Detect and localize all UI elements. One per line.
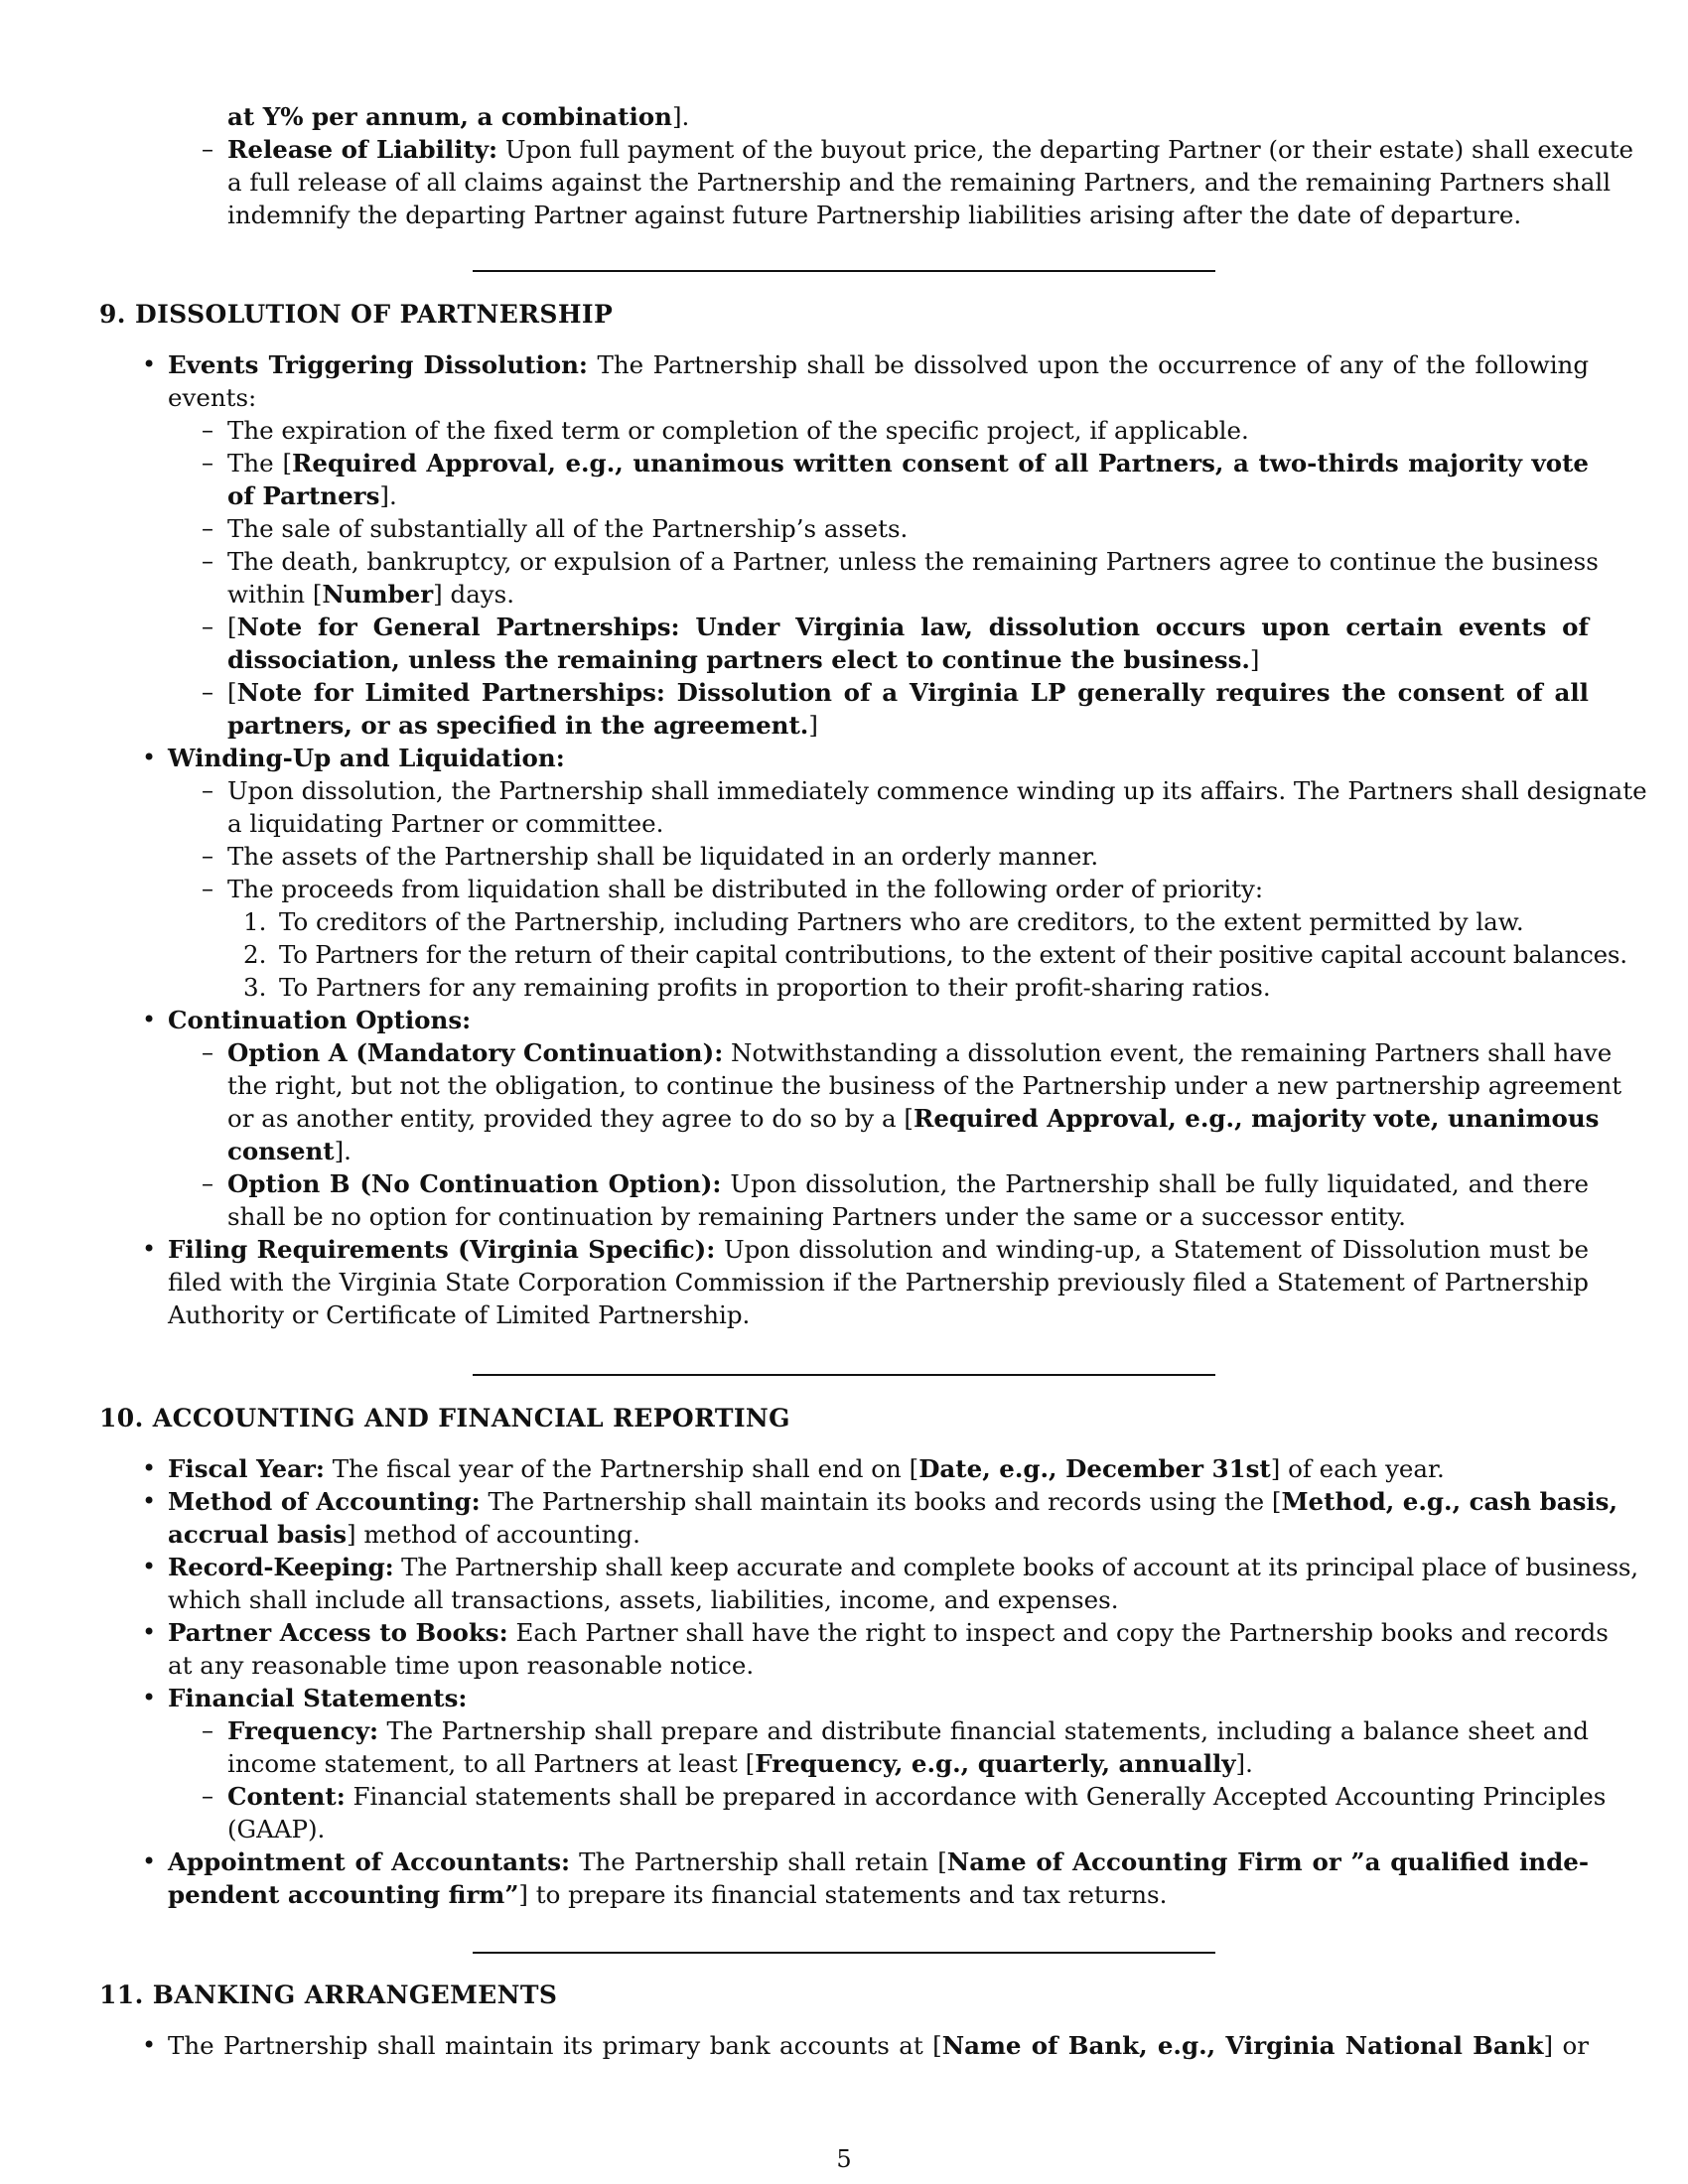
appointment-of-accountants-cont: pendent accounting firm”] to prepare its financial statements and tax returns.	[168, 1880, 1168, 1909]
dash-marker: –	[202, 135, 213, 163]
note-general-partnerships-cont: dissociation, unless the remaining partners elect to continue the business.]	[227, 645, 1260, 674]
release-of-liability-line-1: Release of Liability: Upon full payment of the buyout price, the departing Partner (or their estate) shall execute	[227, 135, 1634, 164]
priority-item-3: To Partners for any remaining profits in proportion to their profit-sharing ratios.	[279, 973, 1271, 1002]
page-number: 5	[836, 2145, 852, 2173]
dash-marker: –	[202, 776, 213, 804]
bullet-marker: •	[142, 1454, 157, 1482]
bullet-marker: •	[142, 1235, 157, 1263]
bullet-marker: •	[142, 744, 157, 771]
dash-marker: –	[202, 613, 213, 640]
frequency-cont: income statement, to all Partners at least [Frequency, e.g., quarterly, annually].	[227, 1749, 1253, 1778]
section-divider	[473, 270, 1215, 272]
dash-marker: –	[202, 514, 213, 542]
section-10-heading: 10. ACCOUNTING AND FINANCIAL REPORTING	[99, 1404, 790, 1433]
events-triggering-dissolution-cont: events:	[168, 383, 257, 412]
banking-item-1: The Partnership shall maintain its primary bank accounts at [Name of Bank, e.g., Virginia National Bank] or	[168, 2031, 1589, 2060]
filing-requirements: Filing Requirements (Virginia Specific): Upon dissolution and winding-up, a Statement of Dissolution must be	[168, 1235, 1589, 1264]
event-item-4-cont: within [Number] days.	[227, 580, 515, 609]
winding-item-1: Upon dissolution, the Partnership shall immediately commence winding up its affairs. The Partners shall designate	[227, 776, 1647, 805]
release-of-liability-line-3: indemnify the departing Partner against future Partnership liabilities arising after the date of departure.	[227, 201, 1522, 229]
event-item-4: The death, bankruptcy, or expulsion of a Partner, unless the remaining Partners agree to continue the business	[227, 547, 1599, 576]
event-item-1: The expiration of the fixed term or completion of the specific project, if applicable.	[227, 416, 1249, 445]
priority-number-1: 1.	[243, 907, 267, 936]
filing-requirements-line-2: filed with the Virginia State Corporation Commission if the Partnership previously filed a Statement of Partnership	[168, 1268, 1589, 1297]
option-a-line-2: the right, but not the obligation, to continue the business of the Partnership under a new partnership agreement	[227, 1071, 1622, 1100]
appointment-of-accountants: Appointment of Accountants: The Partnership shall retain [Name of Accounting Firm or ”a qualified inde-	[168, 1847, 1589, 1876]
section-11-heading: 11. BANKING ARRANGEMENTS	[99, 1980, 558, 2009]
method-of-accounting-cont: accrual basis] method of accounting.	[168, 1520, 640, 1549]
dash-marker: –	[202, 1716, 213, 1744]
priority-item-2: To Partners for the return of their capital contributions, to the extent of their positive capital account balances.	[279, 940, 1627, 969]
record-keeping: Record-Keeping: The Partnership shall keep accurate and complete books of account at its principal place of business,	[168, 1553, 1638, 1581]
option-a: Option A (Mandatory Continuation): Notwithstanding a dissolution event, the remaining Partners shall have	[227, 1038, 1613, 1067]
priority-number-2: 2.	[243, 940, 267, 969]
bullet-marker: •	[142, 2031, 157, 2059]
bullet-marker: •	[142, 350, 157, 378]
event-item-3: The sale of substantially all of the Partnership’s assets.	[227, 514, 909, 543]
bullet-marker: •	[142, 1684, 157, 1711]
release-of-liability-line-2: a full release of all claims against the Partnership and the remaining Partners, and the remaining Partners shall	[227, 168, 1612, 197]
event-item-2: The [Required Approval, e.g., unanimous written consent of all Partners, a two-thirds majority vote	[227, 449, 1589, 478]
financial-statements-label: Financial Statements:	[168, 1684, 468, 1712]
event-item-2-cont: of Partners].	[227, 481, 397, 510]
section-divider	[473, 1374, 1215, 1376]
content: Content: Financial statements shall be prepared in accordance with Generally Accepted Accounting Principles	[227, 1782, 1607, 1811]
dash-marker: –	[202, 1782, 213, 1810]
frequency: Frequency: The Partnership shall prepare and distribute financial statements, including a balance sheet and	[227, 1716, 1589, 1745]
option-a-line-3: or as another entity, provided they agree to do so by a [Required Approval, e.g., majority vote, unanimous	[227, 1104, 1600, 1133]
dash-marker: –	[202, 416, 213, 444]
filing-requirements-line-3: Authority or Certificate of Limited Partnership.	[168, 1300, 751, 1329]
option-b-line-2: shall be no option for continuation by remaining Partners under the same or a successor entity.	[227, 1202, 1406, 1231]
method-of-accounting: Method of Accounting: The Partnership shall maintain its books and records using the [Method, e.g., cash basis,	[168, 1487, 1618, 1516]
dash-marker: –	[202, 678, 213, 706]
option-b: Option B (No Continuation Option): Upon dissolution, the Partnership shall be fully liquidated, and there	[227, 1169, 1589, 1198]
section-divider	[473, 1952, 1215, 1954]
partner-access-to-books: Partner Access to Books: Each Partner shall have the right to inspect and copy the Partnership books and records	[168, 1618, 1609, 1647]
partner-access-to-books-cont: at any reasonable time upon reasonable notice.	[168, 1651, 755, 1680]
dash-marker: –	[202, 449, 213, 477]
dash-marker: –	[202, 547, 213, 575]
bullet-marker: •	[142, 1618, 157, 1646]
option-a-line-4: consent].	[227, 1137, 352, 1165]
winding-item-3: The proceeds from liquidation shall be distributed in the following order of priority:	[227, 875, 1264, 903]
winding-item-1-cont: a liquidating Partner or committee.	[227, 809, 664, 838]
section-9-heading: 9. DISSOLUTION OF PARTNERSHIP	[99, 300, 614, 329]
record-keeping-cont: which shall include all transactions, assets, liabilities, income, and expenses.	[168, 1585, 1119, 1614]
winding-up-label: Winding-Up and Liquidation:	[168, 744, 565, 772]
bullet-marker: •	[142, 1847, 157, 1875]
bullet-marker: •	[142, 1553, 157, 1580]
continuation-options-label: Continuation Options:	[168, 1006, 472, 1034]
winding-item-2: The assets of the Partnership shall be liquidated in an orderly manner.	[227, 842, 1099, 871]
note-limited-partnerships-cont: partners, or as specified in the agreement.]	[227, 711, 818, 740]
dash-marker: –	[202, 875, 213, 902]
note-limited-partnerships: [Note for Limited Partnerships: Dissolution of a Virginia LP generally requires the consent of all	[227, 678, 1589, 707]
fiscal-year: Fiscal Year: The fiscal year of the Partnership shall end on [Date, e.g., December 31st] of each year.	[168, 1454, 1445, 1483]
priority-item-1: To creditors of the Partnership, including Partners who are creditors, to the extent permitted by law.	[279, 907, 1524, 936]
events-triggering-dissolution: Events Triggering Dissolution: The Partnership shall be dissolved upon the occurrence of any of the following	[168, 350, 1589, 379]
bullet-marker: •	[142, 1006, 157, 1033]
priority-number-3: 3.	[243, 973, 267, 1002]
dash-marker: –	[202, 1038, 213, 1066]
content-cont: (GAAP).	[227, 1815, 326, 1843]
dash-marker: –	[202, 1169, 213, 1197]
note-general-partnerships: [Note for General Partnerships: Under Virginia law, dissolution occurs upon certain events of	[227, 613, 1589, 641]
buyout-continuation: at Y% per annum, a combination].	[227, 102, 690, 131]
dash-marker: –	[202, 842, 213, 870]
bullet-marker: •	[142, 1487, 157, 1515]
